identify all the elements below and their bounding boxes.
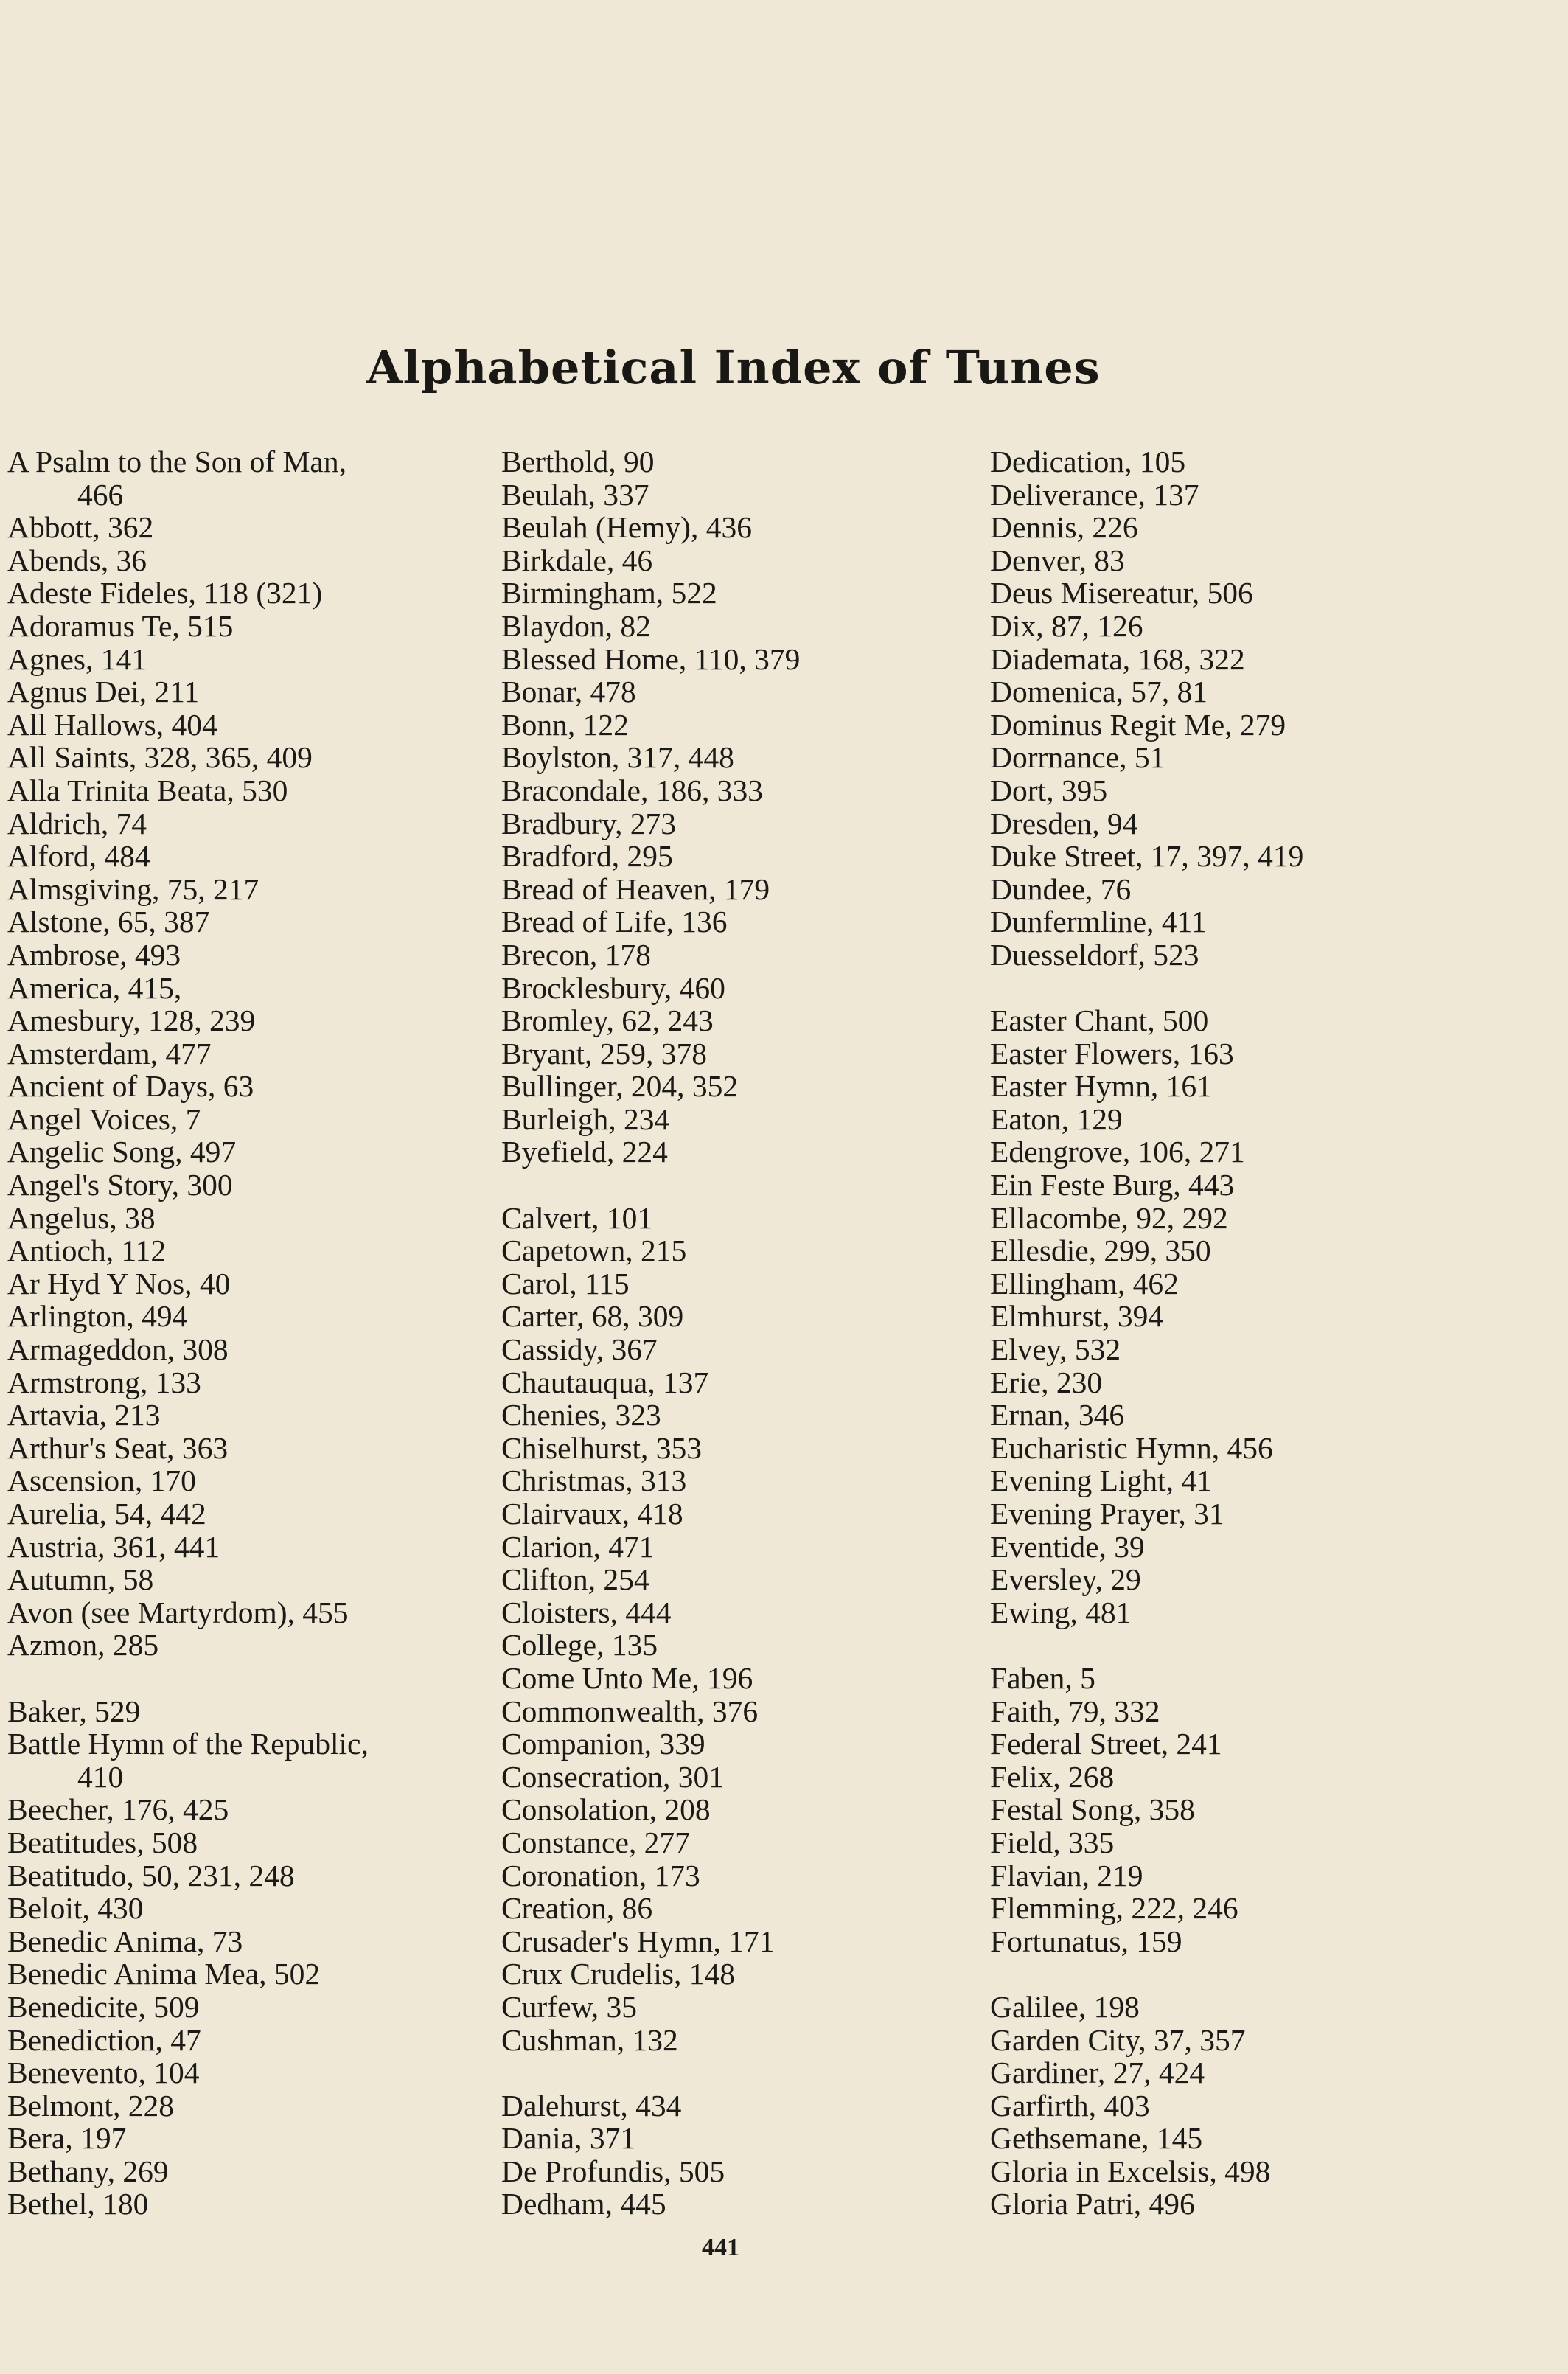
index-entry: Constance, 277 bbox=[501, 1825, 690, 1859]
index-entry: Armageddon, 308 bbox=[7, 1332, 229, 1367]
index-entry: Commonwealth, 376 bbox=[501, 1694, 759, 1728]
index-entry: Denver, 83 bbox=[990, 543, 1125, 577]
index-entry: Brecon, 178 bbox=[501, 937, 651, 972]
index-entry: Alla Trinita Beata, 530 bbox=[7, 773, 288, 807]
index-entry: Bullinger, 204, 352 bbox=[501, 1069, 739, 1104]
index-entry: Angel Voices, 7 bbox=[7, 1101, 201, 1136]
index-entry: Gethsemane, 145 bbox=[990, 2121, 1203, 2156]
index-entry: All Saints, 328, 365, 409 bbox=[7, 740, 313, 775]
index-entry: Ambrose, 493 bbox=[7, 937, 181, 972]
index-entry: Dunfermline, 411 bbox=[990, 905, 1207, 939]
index-entry: Eversley, 29 bbox=[990, 1562, 1141, 1597]
index-entry: Almsgiving, 75, 217 bbox=[7, 871, 259, 906]
index-entry: Flemming, 222, 246 bbox=[990, 1891, 1238, 1926]
index-entry: Ascension, 170 bbox=[7, 1463, 196, 1498]
index-entry: Diademata, 168, 322 bbox=[990, 641, 1245, 676]
index-entry: Ellingham, 462 bbox=[990, 1266, 1179, 1301]
index-entry: Boylston, 317, 448 bbox=[501, 740, 734, 775]
index-entry: Austria, 361, 441 bbox=[7, 1529, 220, 1564]
index-entry: Bread of Heaven, 179 bbox=[501, 871, 770, 906]
index-entry: Agnus Dei, 211 bbox=[7, 675, 200, 709]
section-gap bbox=[990, 1629, 1462, 1662]
index-entry: Angelic Song, 497 bbox=[7, 1135, 237, 1169]
index-entry: Byefield, 224 bbox=[501, 1135, 668, 1169]
index-entry: Abends, 36 bbox=[7, 543, 147, 577]
index-entry: Adoramus Te, 515 bbox=[7, 608, 234, 643]
index-entry: Autumn, 58 bbox=[7, 1562, 154, 1597]
index-entry: Berthold, 90 bbox=[501, 445, 655, 478]
index-entry: Aldrich, 74 bbox=[7, 806, 147, 840]
index-entry: Capetown, 215 bbox=[501, 1233, 687, 1268]
index-entry: America, 415, bbox=[7, 970, 182, 1005]
section-gap bbox=[501, 2056, 973, 2089]
index-entry: Burleigh, 234 bbox=[501, 1101, 670, 1136]
page-title: Alphabetical Index of Tunes bbox=[366, 341, 1101, 394]
index-entry: All Hallows, 404 bbox=[7, 707, 217, 742]
index-entry: Alstone, 65, 387 bbox=[7, 905, 210, 939]
section-gap bbox=[990, 1957, 1462, 1991]
index-entry: Ar Hyd Y Nos, 40 bbox=[7, 1266, 231, 1301]
index-entry: Birmingham, 522 bbox=[501, 576, 717, 610]
index-entry: Ellacombe, 92, 292 bbox=[990, 1200, 1228, 1235]
index-entry: Ewing, 481 bbox=[990, 1595, 1132, 1629]
index-entry: Avon (see Martyrdom), 455 bbox=[7, 1595, 349, 1629]
index-entry: Easter Chant, 500 bbox=[990, 1003, 1209, 1038]
index-entry: Garfirth, 403 bbox=[990, 2088, 1150, 2123]
section-gap bbox=[990, 972, 1462, 1005]
index-entry: Battle Hymn of the Republic, bbox=[7, 1727, 369, 1761]
index-entry: Gloria Patri, 496 bbox=[990, 2187, 1195, 2221]
index-entry: Bethany, 269 bbox=[7, 2154, 169, 2188]
index-entry: Beulah, 337 bbox=[501, 477, 649, 512]
index-entry: Felix, 268 bbox=[990, 1759, 1115, 1794]
index-entry: Faith, 79, 332 bbox=[990, 1694, 1160, 1728]
index-entry: Dominus Regit Me, 279 bbox=[990, 707, 1286, 742]
index-entry: Benedicite, 509 bbox=[7, 1989, 200, 2024]
index-entry: Bracondale, 186, 333 bbox=[501, 773, 763, 807]
index-entry: Adeste Fideles, 118 (321) bbox=[7, 576, 323, 610]
index-entry: Benedic Anima Mea, 502 bbox=[7, 1957, 321, 1991]
index-entry: Beatitudo, 50, 231, 248 bbox=[7, 1858, 295, 1893]
index-entry: Coronation, 173 bbox=[501, 1858, 700, 1893]
index-column-3 bbox=[990, 445, 1462, 2221]
index-entry: Elmhurst, 394 bbox=[990, 1299, 1164, 1334]
section-gap bbox=[7, 1662, 479, 1695]
index-entry: Dedication, 105 bbox=[990, 445, 1186, 478]
index-entry: Aurelia, 54, 442 bbox=[7, 1497, 206, 1531]
index-entry: Bradbury, 273 bbox=[501, 806, 677, 840]
index-entry: Creation, 86 bbox=[501, 1891, 653, 1926]
index-entry: Galilee, 198 bbox=[990, 1989, 1140, 2024]
index-entry: Eventide, 39 bbox=[990, 1529, 1145, 1564]
index-entry: Dania, 371 bbox=[501, 2121, 636, 2156]
index-entry: Eaton, 129 bbox=[990, 1101, 1123, 1136]
index-entry: Companion, 339 bbox=[501, 1727, 705, 1761]
index-entry: Dresden, 94 bbox=[990, 806, 1138, 840]
index-entry: Evening Prayer, 31 bbox=[990, 1497, 1224, 1531]
index-entry: Edengrove, 106, 271 bbox=[990, 1135, 1245, 1169]
index-entry: Carol, 115 bbox=[501, 1266, 630, 1301]
index-entry: Easter Hymn, 161 bbox=[990, 1069, 1212, 1104]
index-entry: Bromley, 62, 243 bbox=[501, 1003, 714, 1038]
index-entry: Agnes, 141 bbox=[7, 641, 147, 676]
index-entry: Domenica, 57, 81 bbox=[990, 675, 1208, 709]
index-entry: Christmas, 313 bbox=[501, 1463, 687, 1498]
index-entry: Carter, 68, 309 bbox=[501, 1299, 684, 1334]
index-entry: Dalehurst, 434 bbox=[501, 2088, 682, 2123]
index-entry: Elvey, 532 bbox=[990, 1332, 1121, 1367]
index-column-2 bbox=[501, 445, 973, 2221]
index-entry: Benediction, 47 bbox=[7, 2022, 201, 2057]
index-entry: Duke Street, 17, 397, 419 bbox=[990, 839, 1304, 874]
index-entry: Ein Feste Burg, 443 bbox=[990, 1168, 1235, 1202]
index-entry: Birkdale, 46 bbox=[501, 543, 653, 577]
index-entry: Curfew, 35 bbox=[501, 1989, 638, 2024]
index-entry: Clairvaux, 418 bbox=[501, 1497, 683, 1531]
index-entry: Clarion, 471 bbox=[501, 1529, 655, 1564]
index-entry: Dennis, 226 bbox=[990, 510, 1138, 545]
index-entry: 466 bbox=[77, 477, 124, 512]
index-entry: Fortunatus, 159 bbox=[990, 1924, 1182, 1958]
index-entry: Consecration, 301 bbox=[501, 1759, 724, 1794]
index-entry: Cassidy, 367 bbox=[501, 1332, 658, 1367]
index-entry: Clifton, 254 bbox=[501, 1562, 649, 1597]
index-entry: Bera, 197 bbox=[7, 2121, 127, 2156]
index-entry: Bradford, 295 bbox=[501, 839, 673, 874]
index-entry: Field, 335 bbox=[990, 1825, 1115, 1859]
index-entry: Amsterdam, 477 bbox=[7, 1036, 212, 1071]
index-entry: Abbott, 362 bbox=[7, 510, 154, 545]
index-entry: Blaydon, 82 bbox=[501, 608, 651, 643]
index-entry: Ancient of Days, 63 bbox=[7, 1069, 254, 1104]
index-entry: Crux Crudelis, 148 bbox=[501, 1957, 736, 1991]
index-entry: Consolation, 208 bbox=[501, 1792, 711, 1827]
index-entry: Calvert, 101 bbox=[501, 1200, 653, 1235]
index-entry: Chautauqua, 137 bbox=[501, 1365, 709, 1399]
index-entry: De Profundis, 505 bbox=[501, 2154, 725, 2188]
index-entry: Benedic Anima, 73 bbox=[7, 1924, 243, 1958]
index-entry: Brocklesbury, 460 bbox=[501, 970, 725, 1005]
index-entry: Duesseldorf, 523 bbox=[990, 937, 1199, 972]
index-entry: Ernan, 346 bbox=[990, 1398, 1125, 1433]
index-entry: Beloit, 430 bbox=[7, 1891, 144, 1926]
index-entry: Easter Flowers, 163 bbox=[990, 1036, 1234, 1071]
index-entry: Cushman, 132 bbox=[501, 2022, 678, 2057]
index-entry: Crusader's Hymn, 171 bbox=[501, 1924, 775, 1958]
index-entry: Dorrnance, 51 bbox=[990, 740, 1165, 775]
index-entry: Deus Misereatur, 506 bbox=[990, 576, 1253, 610]
index-entry: Chiselhurst, 353 bbox=[501, 1430, 703, 1465]
index-entry: Dedham, 445 bbox=[501, 2187, 666, 2221]
index-entry: Faben, 5 bbox=[990, 1660, 1095, 1695]
index-entry: A Psalm to the Son of Man, bbox=[7, 445, 346, 478]
index-entry: Beulah (Hemy), 436 bbox=[501, 510, 752, 545]
index-entry: Arlington, 494 bbox=[7, 1299, 188, 1334]
index-entry: Ellesdie, 299, 350 bbox=[990, 1233, 1211, 1268]
index-entry: College, 135 bbox=[501, 1628, 658, 1663]
index-entry: Angel's Story, 300 bbox=[7, 1168, 233, 1202]
index-entry: 410 bbox=[77, 1759, 124, 1794]
index-entry: Chenies, 323 bbox=[501, 1398, 661, 1433]
index-entry: Flavian, 219 bbox=[990, 1858, 1143, 1893]
index-entry: Eucharistic Hymn, 456 bbox=[990, 1430, 1273, 1465]
index-entry: Antioch, 112 bbox=[7, 1233, 167, 1268]
index-entry: Artavia, 213 bbox=[7, 1398, 161, 1433]
index-entry: Cloisters, 444 bbox=[501, 1595, 672, 1629]
index-entry: Dort, 395 bbox=[990, 773, 1108, 807]
page-number: 441 bbox=[702, 2234, 739, 2261]
index-entry: Gardiner, 27, 424 bbox=[990, 2056, 1205, 2090]
index-entry: Angelus, 38 bbox=[7, 1200, 156, 1235]
index-entry: Bread of Life, 136 bbox=[501, 905, 728, 939]
section-gap bbox=[501, 1169, 973, 1202]
index-entry: Deliverance, 137 bbox=[990, 477, 1199, 512]
index-entry: Dix, 87, 126 bbox=[990, 608, 1143, 643]
index-entry: Gloria in Excelsis, 498 bbox=[990, 2154, 1271, 2188]
index-entry: Bethel, 180 bbox=[7, 2187, 149, 2221]
index-entry: Azmon, 285 bbox=[7, 1628, 159, 1663]
index-entry: Evening Light, 41 bbox=[990, 1463, 1212, 1498]
index-entry: Beecher, 176, 425 bbox=[7, 1792, 229, 1827]
index-entry: Baker, 529 bbox=[7, 1694, 141, 1728]
index-entry: Come Unto Me, 196 bbox=[501, 1660, 753, 1695]
index-entry: Benevento, 104 bbox=[7, 2056, 200, 2090]
index-entry: Bonar, 478 bbox=[501, 675, 636, 709]
index-entry: Alford, 484 bbox=[7, 839, 150, 874]
index-entry: Amesbury, 128, 239 bbox=[7, 1003, 256, 1038]
index-entry: Arthur's Seat, 363 bbox=[7, 1430, 229, 1465]
index-entry: Beatitudes, 508 bbox=[7, 1825, 198, 1859]
index-entry: Bryant, 259, 378 bbox=[501, 1036, 707, 1071]
index-entry: Federal Street, 241 bbox=[990, 1727, 1222, 1761]
index-entry: Festal Song, 358 bbox=[990, 1792, 1195, 1827]
index-entry: Armstrong, 133 bbox=[7, 1365, 201, 1399]
index-entry: Garden City, 37, 357 bbox=[990, 2022, 1246, 2057]
index-entry: Bonn, 122 bbox=[501, 707, 629, 742]
index-entry: Belmont, 228 bbox=[7, 2088, 174, 2123]
index-entry: Dundee, 76 bbox=[990, 871, 1132, 906]
index-column-1 bbox=[7, 445, 479, 2221]
index-entry: Blessed Home, 110, 379 bbox=[501, 641, 801, 676]
index-entry: Erie, 230 bbox=[990, 1365, 1103, 1399]
